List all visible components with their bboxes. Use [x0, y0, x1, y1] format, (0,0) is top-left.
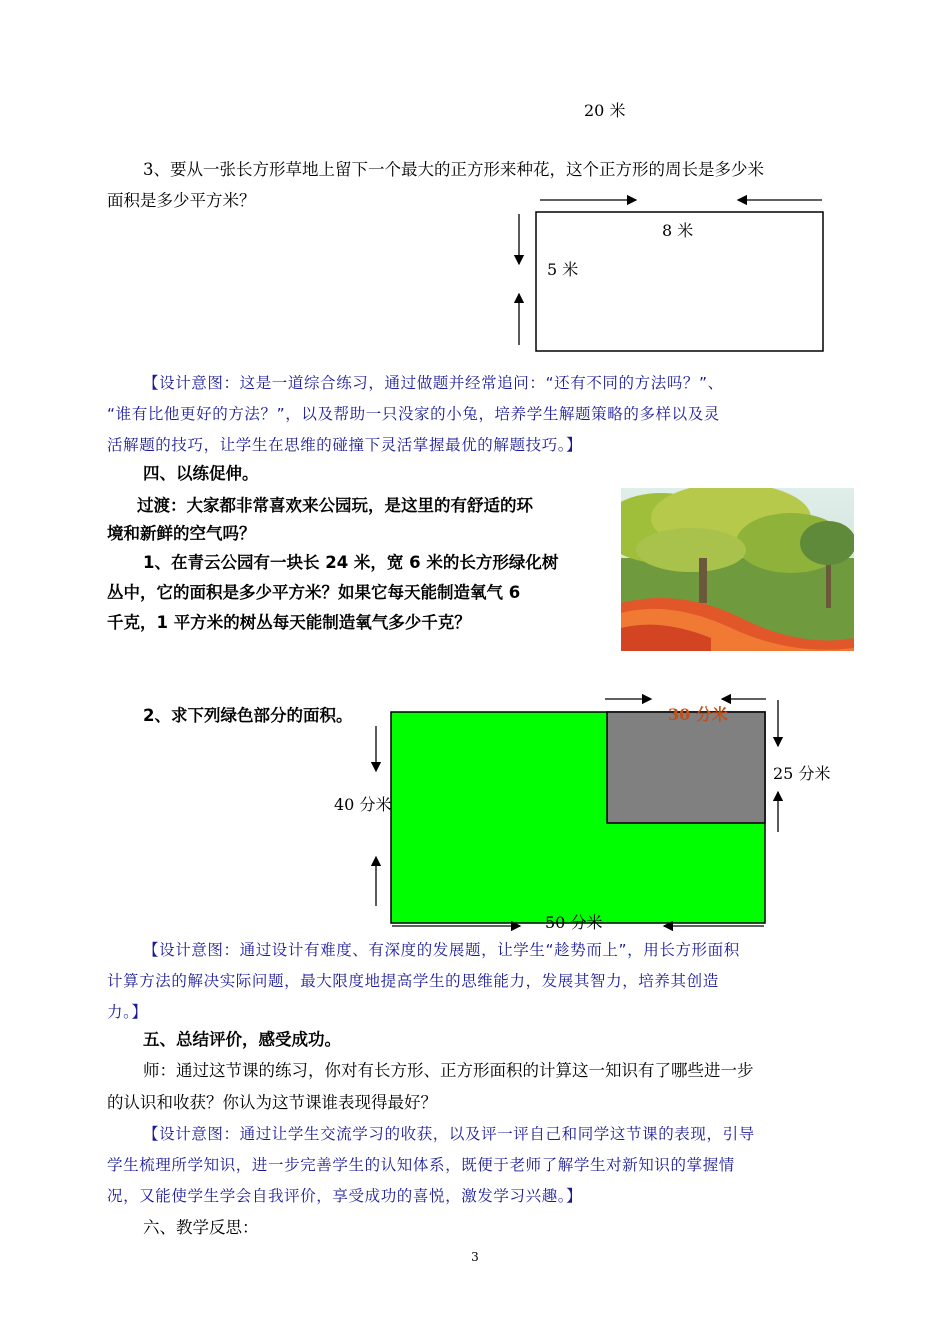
park-photo	[621, 488, 854, 651]
width-label-8m: 8 米	[662, 221, 694, 240]
transition-line1: 过渡：大家都非常喜欢来公园玩，是这里的有舒适的环	[137, 496, 533, 515]
design-intent-3-line3: 况，又能使学生学会自我评价，享受成功的喜悦，激发学习兴趣。】	[107, 1187, 583, 1205]
design-intent-3-line2: 学生梳理所学知识，进一步完善学生的认知体系，既便于老师了解学生对新知识的掌握情	[107, 1156, 735, 1174]
design-intent-1-line1: 【设计意图：这是一道综合练习，通过做题并经常追问：“还有不同的方法吗？”、	[143, 374, 724, 392]
label-25dm: 25 分米	[773, 764, 831, 783]
gray-square	[607, 712, 765, 823]
section-6-heading: 六、教学反思：	[143, 1218, 259, 1237]
teacher-line2: 的认识和收获？你认为这节课谁表现得最好？	[107, 1093, 437, 1112]
height-label-5m: 5 米	[547, 260, 579, 279]
design-intent-2-line1: 【设计意图：通过设计有难度、有深度的发展题，让学生“趁势而上”，用长方形面积	[143, 941, 740, 959]
design-intent-1-line3: 活解题的技巧，让学生在思维的碰撞下灵活掌握最优的解题技巧。】	[107, 436, 583, 454]
top-length-label: 20 米	[584, 101, 626, 120]
label-40dm: 40 分米	[334, 795, 392, 814]
design-intent-3-line1: 【设计意图：通过让学生交流学习的收获，以及评一评自己和同学这节课的表现，引导	[143, 1125, 755, 1143]
transition-line2: 境和新鲜的空气吗？	[107, 524, 256, 543]
q1-line2: 丛中，它的面积是多少平方米？如果它每天能制造氧气 6	[107, 583, 521, 602]
page-number: 3	[471, 1250, 479, 1264]
section-4-heading: 四、以练促伸。	[143, 464, 259, 483]
teacher-line1: 师：通过这节课的练习，你对有长方形、正方形面积的计算这一知识有了哪些进一步	[143, 1061, 754, 1080]
label-50dm: 50 分米	[545, 913, 603, 932]
q2-text: 2、求下列绿色部分的面积。	[143, 706, 353, 725]
section-5-heading: 五、总结评价，感受成功。	[143, 1030, 341, 1049]
label-30dm: 30 分米	[668, 705, 728, 724]
q3-line2: 面积是多少平方米？	[107, 191, 256, 210]
q3-line1: 3、要从一张长方形草地上留下一个最大的正方形来种花，这个正方形的周长是多少米	[143, 160, 764, 179]
q1-line3: 千克，1 平方米的树丛每天能制造氧气多少千克？	[107, 613, 471, 632]
design-intent-2-line2: 计算方法的解决实际问题，最大限度地提高学生的思维能力，发展其智力，培养其创造	[107, 972, 719, 990]
design-intent-2-line3: 力。】	[107, 1003, 148, 1021]
q1-line1: 1、在青云公园有一块长 24 米，宽 6 米的长方形绿化树	[143, 553, 559, 572]
design-intent-1-line2: “谁有比他更好的方法？”，以及帮助一只没家的小兔，培养学生解题策略的多样以及灵	[107, 405, 720, 423]
